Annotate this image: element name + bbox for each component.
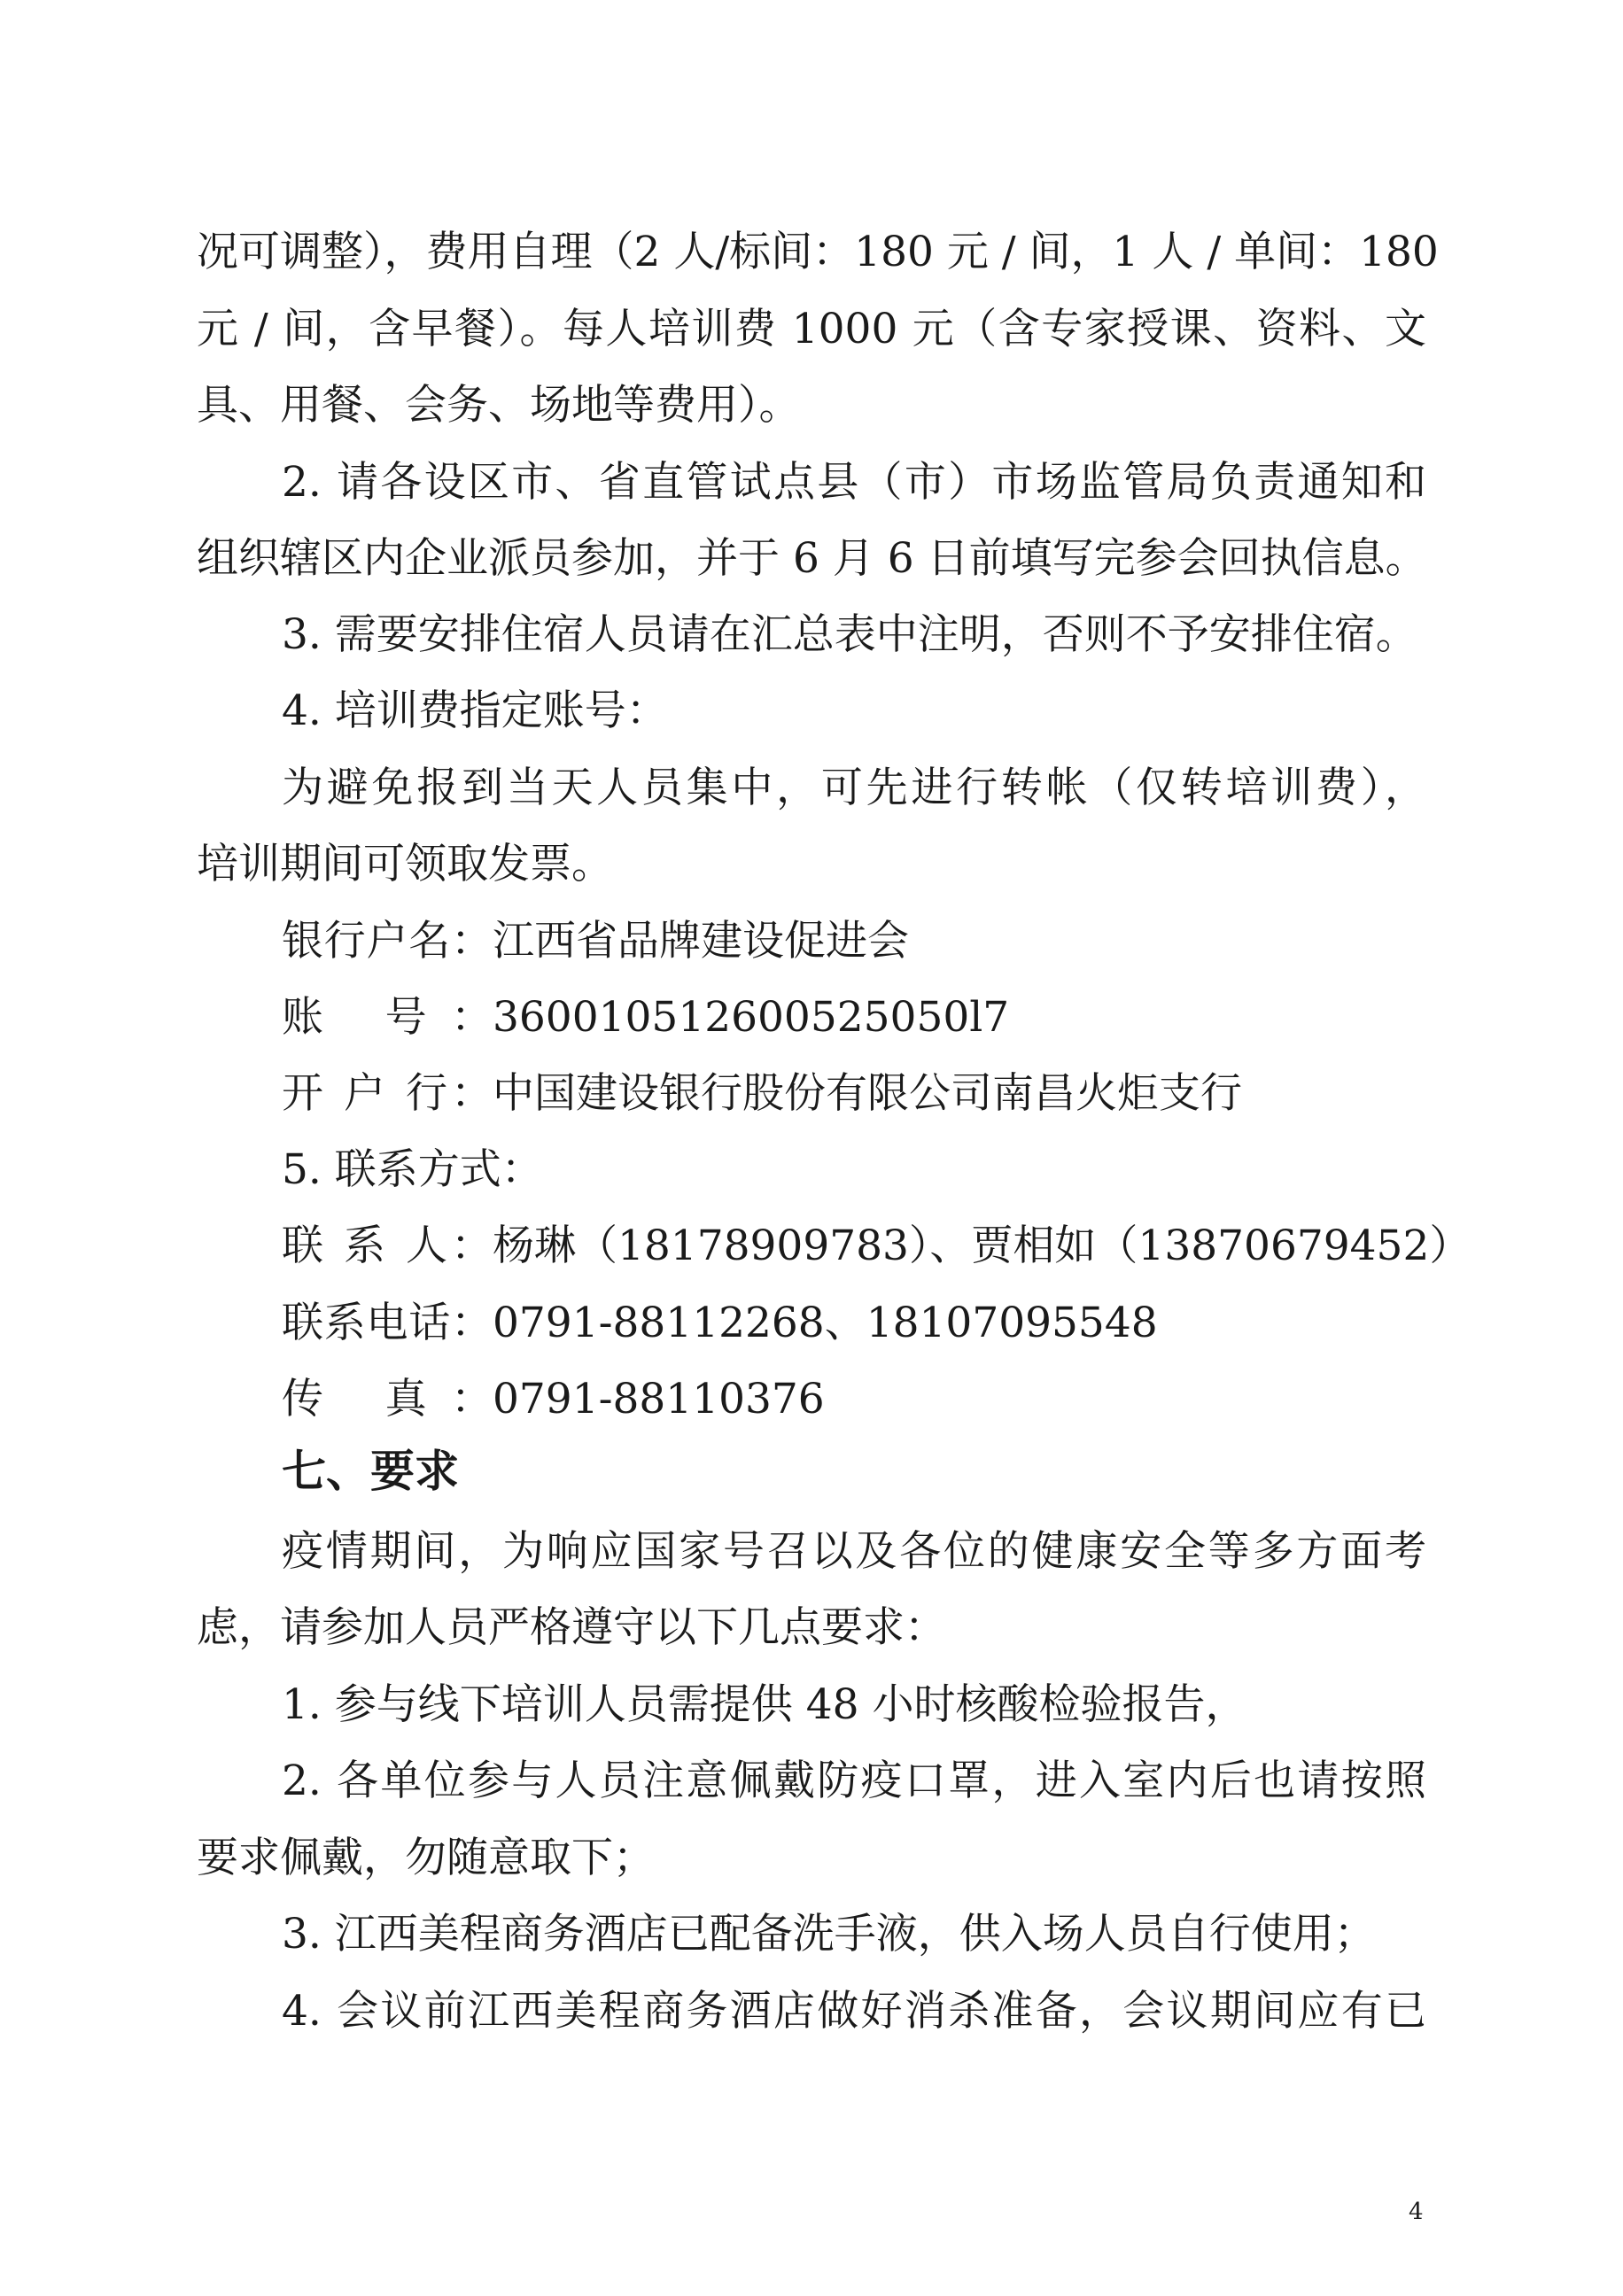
contact-fax-value: 0791-88110376 bbox=[493, 1375, 825, 1423]
bank-branch-row bbox=[282, 1067, 1242, 1121]
bank-name-label: 银行户名： bbox=[282, 917, 493, 966]
paragraph-line: 虑，请参加人员严格遵守以下几点要求： bbox=[197, 1603, 946, 1652]
paragraph-line: 组织辖区内企业派员参加，并于 6 月 6 日前填写完参会回执信息。 bbox=[197, 534, 1427, 583]
contact-phone-row bbox=[282, 1297, 1158, 1350]
section-heading: 七、要求 bbox=[282, 1446, 459, 1497]
contact-fax-label: 传 真： bbox=[282, 1375, 493, 1423]
contact-person-value: 杨琳（18178909783）、贾相如（13870679452） bbox=[493, 1222, 1472, 1270]
paragraph-line: 况可调整），费用自理（2 人/标间：180 元 / 间，1 人 / 单间：180 bbox=[197, 228, 1439, 276]
bank-branch-value: 中国建设银行股份有限公司南昌火炬支行 bbox=[493, 1069, 1242, 1118]
bank-branch-label: 开 户 行： bbox=[282, 1069, 493, 1118]
contact-phone-label: 联系电话： bbox=[282, 1299, 493, 1347]
contact-phone-value: 0791-88112268、18107095548 bbox=[493, 1299, 1158, 1347]
requirement-item: 4. 会议前江西美程商务酒店做好消杀准备，会议期间应有已 bbox=[282, 1987, 1426, 2036]
requirement-item: 3. 江西美程商务酒店已配备洗手液，供入场人员自行使用； bbox=[282, 1910, 1376, 1959]
bank-account-label: 账 号： bbox=[282, 993, 493, 1042]
paragraph-line: 元 / 间，含早餐）。每人培训费 1000 元（含专家授课、资料、文 bbox=[197, 305, 1426, 353]
paragraph-line: 4. 培训费指定账号： bbox=[282, 686, 668, 735]
contact-heading: 5. 联系方式： bbox=[282, 1145, 543, 1194]
bank-name-value: 江西省品牌建设促进会 bbox=[493, 917, 909, 966]
bank-account-value: 360010512600525050l7 bbox=[493, 993, 1010, 1042]
page-number: 4 bbox=[1409, 2199, 1424, 2225]
paragraph-line: 2. 请各设区市、省直管试点县（市）市场监管局负责通知和 bbox=[282, 458, 1426, 507]
paragraph-line: 为避免报到当天人员集中，可先进行转帐（仅转培训费）， bbox=[282, 764, 1426, 812]
bank-account-row bbox=[282, 991, 1009, 1044]
contact-person-row bbox=[282, 1220, 1471, 1273]
contact-person-label: 联 系 人： bbox=[282, 1222, 493, 1270]
paragraph-line: 要求佩戴，勿随意取下； bbox=[197, 1834, 655, 1882]
requirement-item: 1. 参与线下培训人员需提供 48 小时核酸检验报告， bbox=[282, 1680, 1247, 1729]
contact-fax-row bbox=[282, 1373, 825, 1426]
paragraph-line: 培训期间可领取发票。 bbox=[197, 840, 613, 888]
requirement-item: 2. 各单位参与人员注意佩戴防疫口罩，进入室内后也请按照 bbox=[282, 1757, 1426, 1805]
paragraph-line: 疫情期间，为响应国家号召以及各位的健康安全等多方面考 bbox=[282, 1527, 1426, 1576]
paragraph-line: 3. 需要安排住宿人员请在汇总表中注明，否则不予安排住宿。 bbox=[282, 610, 1417, 659]
bank-name-row bbox=[282, 915, 909, 968]
paragraph-line: 具、用餐、会务、场地等费用）。 bbox=[197, 381, 801, 430]
